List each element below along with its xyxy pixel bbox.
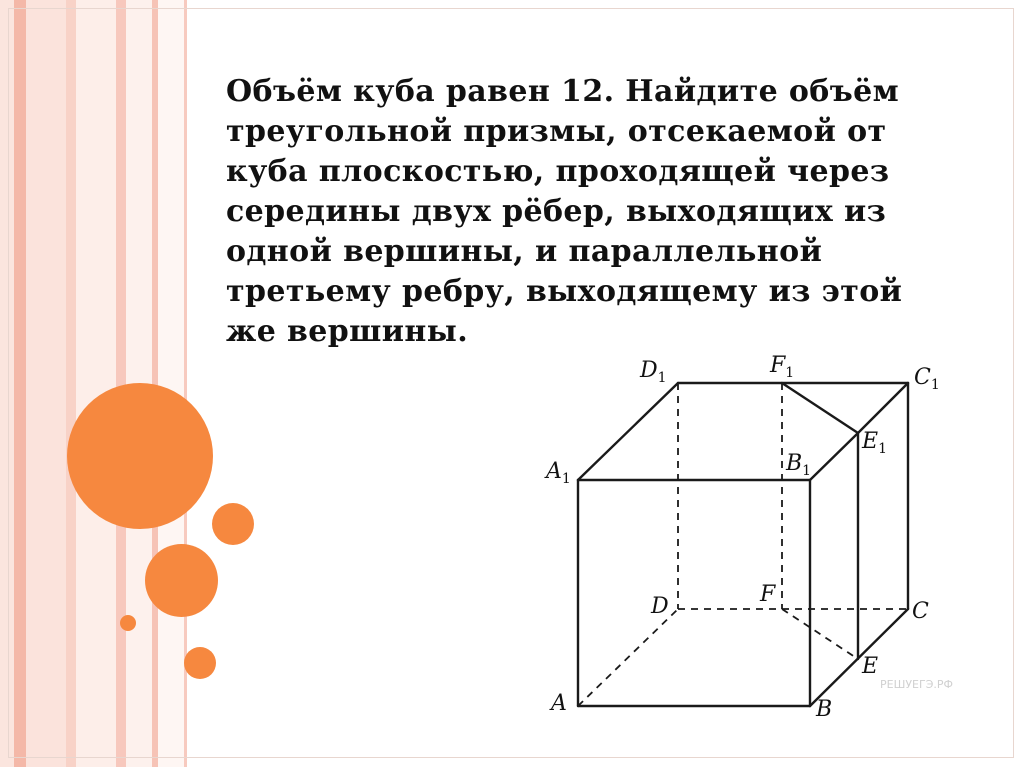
edge-e1-c1	[858, 383, 908, 433]
hidden-edge-f-e	[782, 609, 858, 659]
vertex-label-b1: $B_1$	[786, 451, 812, 479]
edge-a1-d1	[578, 383, 678, 480]
vertex-label-d: D	[651, 594, 669, 619]
vertex-label-f: F	[760, 582, 776, 607]
vertex-label-d1: $D_1$	[640, 358, 667, 386]
vertex-label-c: C	[912, 599, 929, 624]
edge-f1-e1	[782, 383, 858, 433]
vertex-label-f1: $F_1$	[770, 353, 795, 381]
vertex-label-b: B	[816, 697, 833, 722]
problem-text: Объём куба равен 12. Найдите объём треугольной призмы, отсекаемой от куба плоскостью, проходящей через середины двух рёбер, выходящих из одной вершины, и параллельной третьему ребру, выходящему из этой же вершины.	[226, 74, 903, 349]
hidden-edge-a-d	[578, 609, 678, 706]
vertex-label-e1: $E_1$	[862, 429, 887, 457]
vertex-label-c1: $C_1$	[914, 365, 940, 393]
vertex-label-e: E	[862, 654, 879, 679]
vertex-label-a: A	[551, 691, 567, 716]
edge-b1-e1	[810, 433, 858, 480]
watermark: РЕШУЕГЭ.РФ	[880, 678, 953, 691]
vertex-label-a1: $A_1$	[546, 459, 571, 487]
